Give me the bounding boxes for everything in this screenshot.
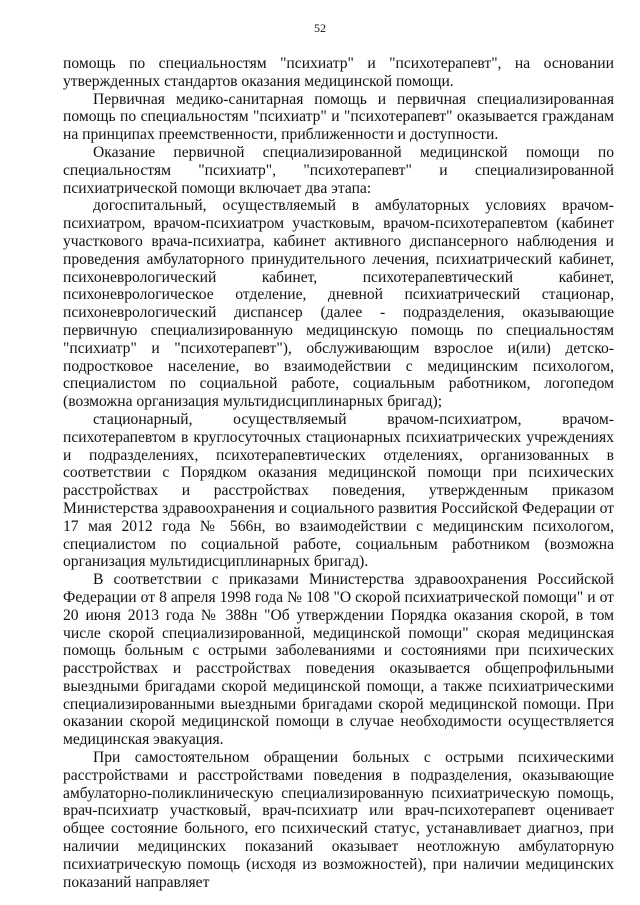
paragraph-3: Оказание первичной специализированной медицинской помощи по специальностям "психиатр", "психотерапевт" и специализированной психиатрической помощи включает два этапа: [63,143,614,197]
document-body [63,55,614,891]
paragraph-7: При самостоятельном обращении больных с острыми психическими расстройствами и расстройствами поведения в подразделения, оказывающие амбулаторно-поликлиническую специализированную психиатрическую помощь, врач-психиатр участковый, врач-психиатр или врач-психотерапевт оценивает общее состояние больного, его психический статус, устанавливает диагноз, при наличии медицинских показаний оказывает неотложную амбулаторную психиатрическую помощь (исходя из возможностей), при наличии медицинских показаний направляет [63,749,614,891]
page-number: 52 [314,21,326,35]
paragraph-2: Первичная медико-санитарная помощь и первичная специализированная помощь по специальностям "психиатр" и "психотерапевт" оказывается гражданам на принципах преемственности, приближенности и доступности. [63,90,614,144]
paragraph-1: помощь по специальностям "психиатр" и "психотерапевт", на основании утвержденных стандартов оказания медицинской помощи. [63,55,614,90]
paragraph-5: стационарный, осуществляемый врачом-психиатром, врачом-психотерапевтом в круглосуточных стационарных психиатрических учреждениях и подразделениях, психотерапевтических отделениях, организованных в соответствии с Порядком оказания медицинской помощи при психических расстройствах и расстройствах поведения, утвержденным приказом Министерства здравоохранения и социального развития Российской Федерации от 17 мая 2012 года № 566н, во взаимодействии с медицинским психологом, специалистом по социальной работе, социальным работником (возможна организация мультидисциплинарных бригад). [63,410,614,571]
paragraph-4: догоспитальный, осуществляемый в амбулаторных условиях врачом-психиатром, врачом-психиатром участковым, врачом-психотерапевтом (кабинет участкового врача-психиатра, кабинет активного диспансерного наблюдения и проведения амбулаторного принудительного лечения, психиатрический кабинет, психоневрологический кабинет, психотерапевтический кабинет, психоневрологическое отделение, дневной психиатрический стационар, психоневрологический диспансер (далее - подразделения, оказывающие первичную специализированную медицинскую помощь по специальностям "психиатр" и "психотерапевт"), обслуживающим взрослое и(или) детско-подростковое население, во взаимодействии с медицинским психологом, специалистом по социальной работе, социальным работником, логопедом (возможна организация мультидисциплинарных бригад); [63,197,614,411]
paragraph-6: В соответствии с приказами Министерства здравоохранения Российской Федерации от 8 апреля 1998 года № 108 "О скорой психиатрической помощи" и от 20 июня 2013 года № 388н "Об утверждении Порядка оказания скорой, в том числе скорой специализированной, медицинской помощи" скорая медицинская помощь больным с острыми заболеваниями и состояниями при психических расстройствах и расстройствах поведения оказывается общепрофильными выездными бригадами скорой медицинской помощи, а также психиатрическими специализированными выездными бригадами скорой медицинской помощи. При оказании скорой медицинской помощи в случае необходимости осуществляется медицинская эвакуация. [63,571,614,749]
